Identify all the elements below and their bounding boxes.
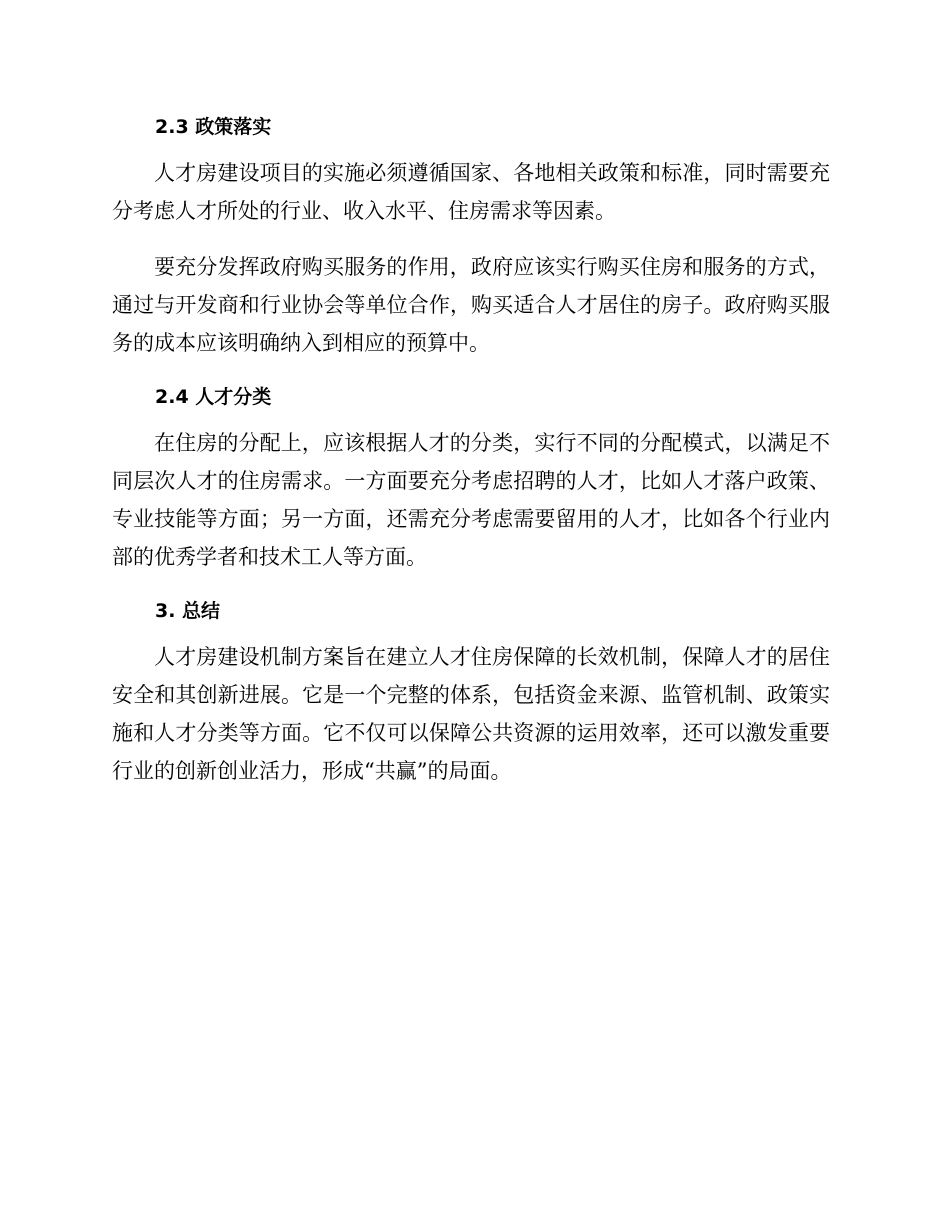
section-heading: 2.3 政策落实: [155, 116, 272, 138]
section-heading: 3. 总结: [155, 600, 221, 622]
section-policy-implementation: [112, 110, 830, 362]
section-heading: 2.4 人才分类: [155, 386, 272, 408]
section-summary: [112, 594, 830, 790]
paragraph: 在住房的分配上，应该根据人才的分类，实行不同的分配模式，以满足不同层次人才的住房需求。一方面要充分考虑招聘的人才，比如人才落户政策、专业技能等方面；另一方面，还需充分考虑需要留用的人才，比如各个行业内部的优秀学者和技术工人等方面。: [112, 431, 830, 569]
section-talent-classification: [112, 380, 830, 576]
paragraph: 要充分发挥政府购买服务的作用，政府应该实行购买住房和服务的方式，通过与开发商和行业协会等单位合作，购买适合人才居住的房子。政府购买服务的成本应该明确纳入到相应的预算中。: [112, 255, 830, 355]
paragraph: 人才房建设机制方案旨在建立人才住房保障的长效机制，保障人才的居住安全和其创新进展。它是一个完整的体系，包括资金来源、监管机制、政策实施和人才分类等方面。它不仅可以保障公共资源的运用效率，还可以激发重要行业的创新创业活力，形成“共赢”的局面。: [112, 645, 830, 783]
document-body: [112, 110, 830, 808]
paragraph: 人才房建设项目的实施必须遵循国家、各地相关政策和标准，同时需要充分考虑人才所处的行业、收入水平、住房需求等因素。: [112, 161, 830, 223]
